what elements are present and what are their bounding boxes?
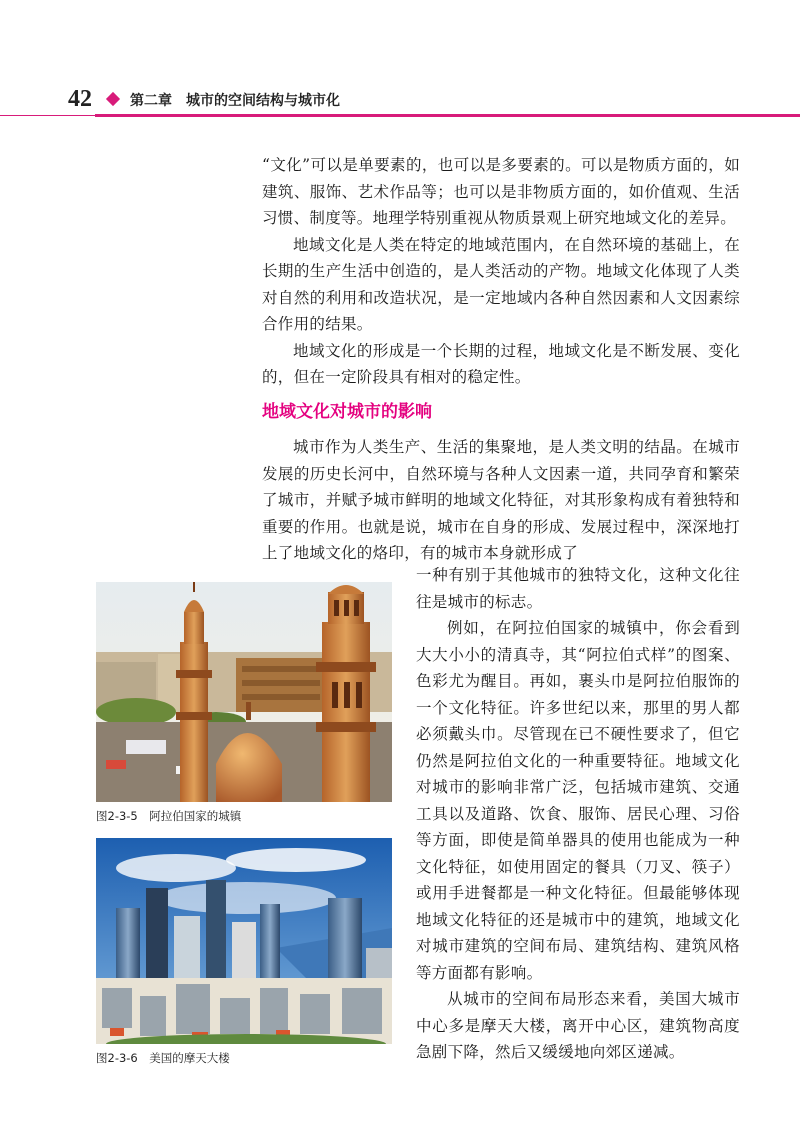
section-text-narrow [416, 562, 740, 1066]
paragraph-culture-definition: “文化”可以是单要素的，也可以是多要素的。可以是物质方面的，如建筑、服饰、艺术作品等；也可以是非物质方面的，如价值观、生活习惯、制度等。地理学特别重视从物质景观上研究地域文化的差异。 [262, 156, 740, 227]
section-heading: 地域文化对城市的影响 [262, 402, 432, 422]
paragraph-regional-culture: 地域文化是人类在特定的地域范围内，在自然环境的基础上，在长期的生产生活中创造的，是人类活动的产物。地域文化体现了人类对自然的利用和改造状况，是一定地域内各种自然因素和人文因素综合作用的结果。 [262, 235, 740, 333]
page-header [0, 82, 800, 118]
figure-caption-us-skyscrapers: 图2-3-6 美国的摩天大楼 [96, 1051, 230, 1065]
header-rule [95, 114, 800, 117]
header-rule-left [0, 115, 95, 116]
figure-caption-arab-town: 图2-3-5 阿拉伯国家的城镇 [96, 809, 242, 823]
skyscrapers-photo [96, 838, 392, 1044]
paragraph-culture-formation: 地域文化的形成是一个长期的过程，地域文化是不断发展、变化的，但在一定阶段具有相对的稳定性。 [262, 341, 740, 386]
paragraph-city-culture-continued: 一种有别于其他城市的独特文化，这种文化往往是城市的标志。 [416, 566, 740, 611]
section-text-wide [262, 434, 740, 567]
arab-town-photo [96, 582, 392, 802]
paragraph-us-layout: 从城市的空间布局形态来看，美国大城市中心多是摩天大楼，离开中心区，建筑物高度急剧下降，然后又缓缓地向郊区递减。 [416, 990, 740, 1061]
diamond-bullet-icon [106, 92, 120, 106]
figure-arab-town [96, 582, 392, 802]
page-number: 42 [68, 86, 92, 112]
paragraph-arab-example: 例如，在阿拉伯国家的城镇中，你会看到大大小小的清真寺，其“阿拉伯式样”的图案、色彩尤为醒目。再如，裹头巾是阿拉伯服饰的一个文化特征。许多世纪以来，那里的男人都必须戴头巾。尽管现在已不硬性要求了，但它仍然是阿拉伯文化的一种重要特征。地域文化对城市的影响非常广泛，包括城市建筑、交通工具以及道路、饮食、服饰、居民心理、习俗等方面，即使是简单器具的使用也能成为一种文化特征，如使用固定的餐具（刀叉、筷子）或用手进餐都是一种文化特征。但最能够体现地域文化特征的还是城市中的建筑，地域文化对城市建筑的空间布局、建筑结构、建筑风格等方面都有影响。 [416, 619, 740, 982]
intro-text-block [262, 152, 740, 391]
paragraph-city-culture: 城市作为人类生产、生活的集聚地，是人类文明的结晶。在城市发展的历史长河中，自然环境与各种人文因素一道，共同孕育和繁荣了城市，并赋予城市鲜明的地域文化特征，对其形象构成有着独特和重要的作用。也就是说，城市在自身的形成、发展过程中，深深地打上了地域文化的烙印，有的城市本身就形成了 [262, 438, 740, 562]
figure-us-skyscrapers [96, 838, 392, 1044]
chapter-title: 第二章 城市的空间结构与城市化 [130, 93, 340, 109]
